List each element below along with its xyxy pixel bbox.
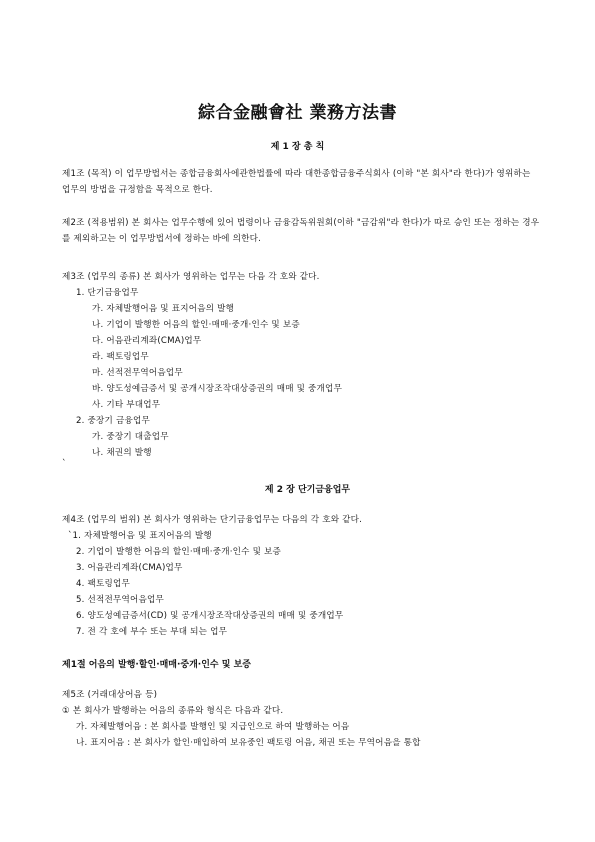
article-3-sub: 사. 기타 부대업무 <box>92 400 161 410</box>
article-3-heading: 제3조 (업무의 종류) 본 회사가 영위하는 업무는 다음 각 호와 같다. <box>62 272 320 282</box>
article-3-item-2: 2. 중장기 금융업무 <box>76 416 150 426</box>
chapter-1-title: 제 1 장 총 칙 <box>270 142 325 152</box>
article-3-item-1: 1. 단기금융업무 <box>76 288 139 298</box>
article-4-item: 5. 선적전무역어음업무 <box>76 595 165 605</box>
article-4-item: 4. 팩토링업무 <box>76 579 131 589</box>
article-4-item: 7. 전 각 호에 부수 또는 부대 되는 업무 <box>76 627 228 637</box>
article-5-sub: 가. 자체발행어음 : 본 회사를 발행인 및 지급인으로 하여 발행하는 어음 <box>76 722 350 732</box>
article-4-item: 3. 어음관리계좌(CMA)업무 <box>76 563 183 573</box>
article-3-sub: 라. 팩토링업무 <box>92 352 149 362</box>
article-1: 제1조 (목적) 이 업무방법서는 종합금융회사에관한법률에 따라 대한종합금융주식회사 (이하 "본 회사"라 한다)가 영위하는 업무의 방법을 규정함을 목적으로 한다. <box>62 169 531 195</box>
article-3-sub: 가. 중장기 대출업무 <box>92 432 169 442</box>
article-5-sub: 나. 표지어음 : 본 회사가 할인·매입하여 보유중인 팩토링 어음, 채권 또는 무역어음을 통합 <box>76 738 421 748</box>
section-1-title: 제1절 어음의 발행·할인·매매·중개·인수 및 보증 <box>62 660 251 670</box>
article-3-sub: 나. 채권의 발행 <box>92 448 152 458</box>
article-3-sub: 바. 양도성예금증서 및 공개시장조작대상증권의 매매 및 중개업무 <box>92 384 343 394</box>
chapter-2-title: 제 2 장 단기금융업무 <box>264 485 351 495</box>
article-3-sub: 마. 선적전무역어음업무 <box>92 368 183 378</box>
article-3-sub: 가. 자체발행어음 및 표지어음의 발행 <box>92 304 235 314</box>
article-4-item: 6. 양도성예금증서(CD) 및 공개시장조작대상증권의 매매 및 중개업무 <box>76 611 344 621</box>
stray-mark: ` <box>62 459 67 469</box>
article-4-heading: 제4조 (업무의 범위) 본 회사가 영위하는 단기금융업무는 다음의 각 호와 같다. <box>62 515 363 525</box>
article-5-heading: 제5조 (거래대상어음 등) <box>62 690 158 700</box>
article-4-item: `1. 자체발행어음 및 표지어음의 발행 <box>68 531 212 541</box>
article-3-sub: 나. 기업이 발행한 어음의 할인·매매·중개·인수 및 보증 <box>92 320 300 330</box>
article-4-item: 2. 기업이 발행한 어음의 할인·매매·중개·인수 및 보증 <box>76 547 282 557</box>
document-title: 綜合金融會社 業務方法書 <box>198 103 397 123</box>
article-2: 제2조 (적용범위) 본 회사는 업무수행에 있어 법령이나 금융감독위원회(이하 "금감위"라 한다)가 따로 승인 또는 정하는 경우를 제외하고는 이 업무방법서에 정하는 바에 의한다. <box>62 218 540 244</box>
article-5-clause-1: ① 본 회사가 발행하는 어음의 종류와 형식은 다음과 같다. <box>62 706 284 716</box>
article-3-sub: 다. 어음관리계좌(CMA)업무 <box>92 336 202 346</box>
